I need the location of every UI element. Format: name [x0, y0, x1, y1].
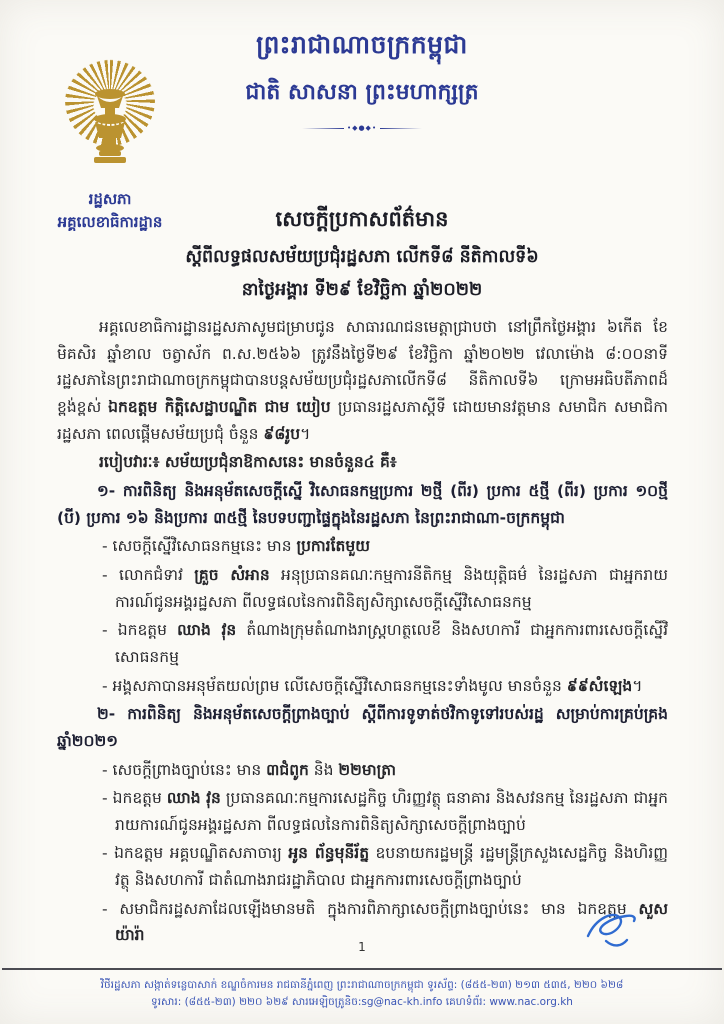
national-motto: ជាតិ សាសនា ព្រះមហាក្សត្រ: [245, 80, 479, 105]
emblem-urn: [55, 56, 165, 184]
section1-heading: ១- ការពិនិត្យ និងអនុម័តសេចក្តីស្នើ វិសោធនកម្មប្រការ ២ថ្មី (ពីរ) ប្រការ ៥ថ្មី (ពីរ) ប្រការ ១០ថ្មី (បី) ប្រការ ១៦ និងប្រការ ៣៥ថ្មី នៃបទបញ្ជាផ្ទៃក្នុងនៃរដ្ឋសភា នៃព្រះរាជាណា-ចក្រកម្ពុជា: [57, 481, 668, 527]
list-item: - អង្គសភាបានអនុម័តយល់ព្រម លើសេចក្តីស្នើវិសោធនកម្មនេះទាំងមូល មានចំនួន ៩៩សំឡេង។: [115, 673, 668, 700]
emblem-caption: [40, 188, 180, 235]
emblem-caption-line2: អគ្គលេខាធិការដ្ឋាន: [57, 213, 163, 232]
document-body: [57, 314, 668, 949]
list-item: - លោកជំទាវ គ្រួច សំអាន អនុប្រធានគណៈកម្មការនីតិកម្ម និងយុត្តិធម៌ នៃរដ្ឋសភា ជាអ្នករាយការណ៍ជូនអង្គរដ្ឋសភា ពីលទ្ធផលនៃការពិនិត្យសិក្សាសេចក្តីស្នើវិសោធនកម្ម: [115, 562, 668, 615]
section1-bullets: [57, 533, 668, 699]
list-item: - សេចក្តីព្រាងច្បាប់នេះ មាន ៣ជំពូក និង ២២មាត្រា: [115, 757, 668, 784]
list-item: - ឯកឧត្តម អគ្គបណ្ឌិតសភាចារ្យ អូន ព័ន្ធមុនីរ័ត្ន ឧបនាយករដ្ឋមន្ត្រី រដ្ឋមន្ត្រីក្រសួងសេដ្ឋកិច្ច និងហិរញ្ញវត្ថុ និងសហការី ជាតំណាងរាជរដ្ឋាភិបាល ជាអ្នកការពារសេចក្តីព្រាងច្បាប់: [115, 840, 668, 893]
ornament-line-right: [380, 128, 422, 129]
page-number: 1: [358, 940, 366, 954]
section2-heading: ២- ការពិនិត្យ និងអនុម័តសេចក្តីព្រាងច្បាប់ ស្តីពីការទូទាត់ថវិកាទូទៅរបស់រដ្ឋ សម្រាប់ការគ្រប់គ្រងឆ្នាំ២០២១: [57, 705, 668, 750]
list-item: - ឯកឧត្តម ឈាង វុន ប្រធានគណៈកម្មការសេដ្ឋកិច្ច ហិរញ្ញវត្ថុ ធនាគារ និងសវនកម្ម នៃរដ្ឋសភា ជាអ្នករាយការណ៍ជូនអង្គរដ្ឋសភា ពីលទ្ធផលនៃការពិនិត្យសិក្សាសេចក្តីព្រាងច្បាប់: [115, 785, 668, 838]
ornament-line-left: [302, 128, 344, 129]
list-item: - សេចក្តីស្នើវិសោធនកម្មនេះ មាន ប្រការតែមួយ: [115, 533, 668, 560]
divider-ornament-icon: [302, 124, 422, 132]
footer-address: វិថីរដ្ឋសភា សង្កាត់ទន្លេបាសាក់ ខណ្ឌចំការមន រាជធានីភ្នំពេញ ព្រះរាជាណាចក្រកម្ពុជា ទូរស័ព្ទ: (៨៥៥-២៣) ២១៣ ៥៣៥, ២២០ ៦២៨: [100, 979, 624, 991]
national-assembly-emblem-icon: [55, 56, 165, 184]
footer-divider: [2, 968, 722, 970]
footer-text: [0, 977, 724, 1012]
title-line2: ស្តីពីលទ្ធផលសម័យប្រជុំរដ្ឋសភា លើកទី៨ នីតិកាលទី៦: [185, 247, 539, 267]
kingdom-title: ព្រះរាជាណាចក្រកម្ពុជា: [256, 30, 468, 59]
agenda-line: របៀបវារៈ៖ សម័យប្រជុំនាឱកាសនេះ មានចំនួន៤ គឺ៖: [99, 453, 397, 472]
ornament-center: •◆●◆•: [346, 124, 378, 132]
section2-bullets: [57, 757, 668, 950]
national-assembly-emblem: [40, 56, 180, 235]
list-item: - ឯកឧត្តម ឈាង វុន តំណាងក្រុមតំណាងរាស្ត្រហត្ថលេខី និងសហការី ជាអ្នកការពារសេចក្តីស្នើវិសោធនកម្ម: [115, 617, 668, 670]
list-item: - សមាជិករដ្ឋសភាដែលឡើងមានមតិ ក្នុងការពិភាក្សាសេចក្តីព្រាងច្បាប់នេះ មាន ឯកឧត្តម សួស យ៉ារ៉ា: [115, 896, 668, 949]
intro-paragraph: អគ្គលេខាធិការដ្ឋានរដ្ឋសភាសូមជម្រាបជូន សាធារណជនមេត្តាជ្រាបថា នៅព្រឹកថ្ងៃអង្គារ ៦កើត ខែមិគសិរ ឆ្នាំខាល ចត្វាស័ក ព.ស.២៥៦៦ ត្រូវនឹងថ្ងៃទី២៩ ខែវិច្ឆិកា ឆ្នាំ២០២២ វេលាម៉ោង ៨:០០នាទី រដ្ឋសភានៃព្រះរាជាណាចក្រកម្ពុជាបានបន្តសម័យប្រជុំរដ្ឋសភាលើកទី៨ នីតិកាលទី៦ ក្រោមអធិបតីភាពដ៏ខ្ពង់ខ្ពស់ ឯកឧត្តម កិត្តិសេដ្ឋាបណ្ឌិត ជាម យៀប ប្រធានរដ្ឋសភាស្តីទី ដោយមានវត្តមាន សមាជិក សមាជិការដ្ឋសភា ពេលផ្តើមសម័យប្រជុំ ចំនួន ៩៨រូប។: [57, 318, 669, 443]
footer-contacts: ទូរសារ: (៨៥៥-២៣) ២២០ ៦២៩ សារអេឡិចត្រូនិច:sg@nac-kh.info គេហទំព័រ: www.nac.org.kh: [151, 996, 573, 1009]
page-footer: [0, 968, 724, 1012]
title-line3: នាថ្ងៃអង្គារ ទី២៩ ខែវិច្ឆិកា ឆ្នាំ២០២២: [241, 280, 483, 300]
title-line1: សេចក្តីប្រកាសព័ត៌មាន: [275, 207, 449, 231]
emblem-caption-line1: រដ្ឋសភា: [88, 190, 132, 208]
